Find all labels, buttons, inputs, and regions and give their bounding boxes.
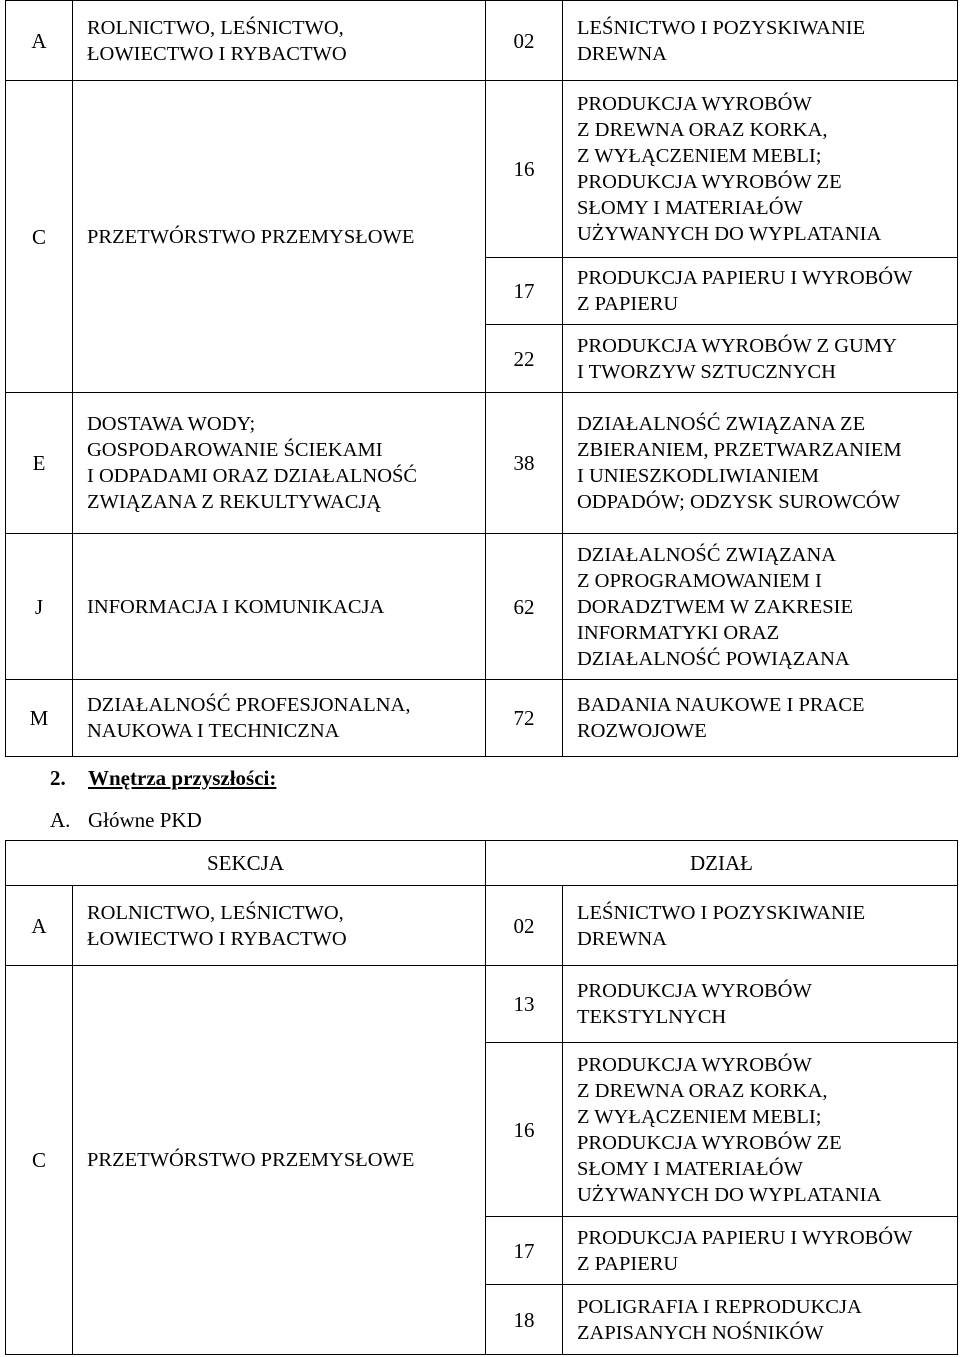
table-row — [6, 1, 958, 81]
division-name: DZIAŁALNOŚĆ ZWIĄZANA ZE ZBIERANIEM, PRZETWARZANIEM I UNIESZKODLIWIANIEM ODPADÓW; ODZYSK SUROWCÓW — [563, 393, 958, 534]
table-row — [6, 966, 958, 1043]
section-letter: A — [6, 886, 73, 966]
division-name: BADANIA NAUKOWE I PRACE ROZWOJOWE — [563, 680, 958, 757]
section-letter: J — [6, 534, 73, 680]
section-letter: C — [6, 81, 73, 393]
section-name: ROLNICTWO, LEŚNICTWO, ŁOWIECTWO I RYBACTWO — [73, 1, 486, 81]
division-code: 38 — [486, 393, 563, 534]
pkd-table-1 — [5, 0, 958, 757]
section-name: DOSTAWA WODY; GOSPODAROWANIE ŚCIEKAMI I ODPADAMI ORAZ DZIAŁALNOŚĆ ZWIĄZANA Z REKULTYWACJĄ — [73, 393, 486, 534]
division-code: 16 — [486, 1043, 563, 1217]
section-heading — [50, 766, 276, 791]
division-name: PRODUKCJA WYROBÓW Z DREWNA ORAZ KORKA, Z WYŁĄCZENIEM MEBLI; PRODUKCJA WYROBÓW ZE SŁOMY I MATERIAŁÓW UŻYWANYCH DO WYPLATANIA — [563, 81, 958, 258]
division-name: PRODUKCJA WYROBÓW TEKSTYLNYCH — [563, 966, 958, 1043]
heading-number: 2. — [50, 766, 66, 790]
division-code: 16 — [486, 81, 563, 258]
pkd-table-2 — [5, 840, 958, 1355]
division-name: PRODUKCJA WYROBÓW Z GUMY I TWORZYW SZTUCZNYCH — [563, 325, 958, 393]
table-row — [6, 534, 958, 680]
heading-text: Wnętrza przyszłości: — [88, 766, 277, 790]
column-header-section: SEKCJA — [6, 841, 486, 886]
division-code: 02 — [486, 886, 563, 966]
table-row — [6, 81, 958, 258]
heading-text: Główne PKD — [88, 808, 202, 832]
table-row — [6, 886, 958, 966]
section-name: ROLNICTWO, LEŚNICTWO, ŁOWIECTWO I RYBACTWO — [73, 886, 486, 966]
section-letter: E — [6, 393, 73, 534]
division-code: 13 — [486, 966, 563, 1043]
section-name: PRZETWÓRSTWO PRZEMYSŁOWE — [73, 81, 486, 393]
division-code: 17 — [486, 258, 563, 325]
section-letter: A — [6, 1, 73, 81]
table-header-row — [6, 841, 958, 886]
division-name: PRODUKCJA PAPIERU I WYROBÓW Z PAPIERU — [563, 258, 958, 325]
division-code: 72 — [486, 680, 563, 757]
division-name: LEŚNICTWO I POZYSKIWANIE DREWNA — [563, 886, 958, 966]
division-name: PRODUKCJA WYROBÓW Z DREWNA ORAZ KORKA, Z WYŁĄCZENIEM MEBLI; PRODUKCJA WYROBÓW ZE SŁOMY I MATERIAŁÓW UŻYWANYCH DO WYPLATANIA — [563, 1043, 958, 1217]
subsection-heading — [50, 808, 202, 833]
section-name: INFORMACJA I KOMUNIKACJA — [73, 534, 486, 680]
division-name: DZIAŁALNOŚĆ ZWIĄZANA Z OPROGRAMOWANIEM I DORADZTWEM W ZAKRESIE INFORMATYKI ORAZ DZIAŁALNOŚĆ POWIĄZANA — [563, 534, 958, 680]
section-letter: M — [6, 680, 73, 757]
division-code: 18 — [486, 1285, 563, 1355]
table-row — [6, 680, 958, 757]
division-name: POLIGRAFIA I REPRODUKCJA ZAPISANYCH NOŚNIKÓW — [563, 1285, 958, 1355]
heading-number: A. — [50, 808, 71, 832]
section-letter: C — [6, 966, 73, 1355]
division-code: 02 — [486, 1, 563, 81]
division-name: LEŚNICTWO I POZYSKIWANIE DREWNA — [563, 1, 958, 81]
section-name: PRZETWÓRSTWO PRZEMYSŁOWE — [73, 966, 486, 1355]
division-code: 62 — [486, 534, 563, 680]
column-header-division: DZIAŁ — [486, 841, 958, 886]
division-name: PRODUKCJA PAPIERU I WYROBÓW Z PAPIERU — [563, 1217, 958, 1285]
table-row — [6, 393, 958, 534]
section-name: DZIAŁALNOŚĆ PROFESJONALNA, NAUKOWA I TECHNICZNA — [73, 680, 486, 757]
division-code: 22 — [486, 325, 563, 393]
division-code: 17 — [486, 1217, 563, 1285]
